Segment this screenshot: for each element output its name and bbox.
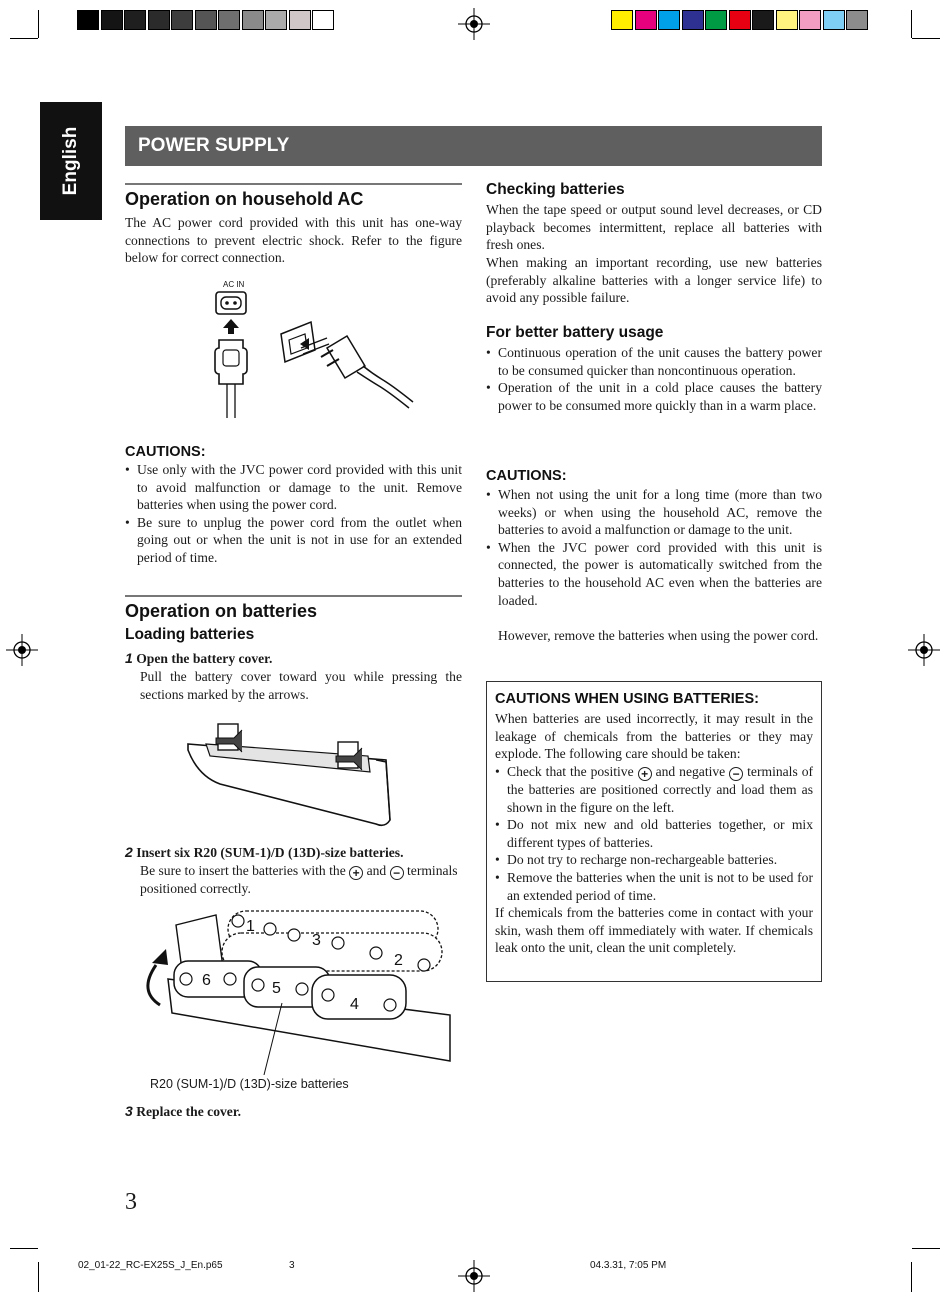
- box-outro: If chemicals from the batteries come in contact with your skin, wash them off immediately with water. If chemicals leak onto the unit, clean the unit completely.: [495, 905, 813, 956]
- battery-number: 4: [350, 996, 359, 1013]
- list-item-text: Check that the positive: [507, 764, 634, 779]
- battery-cover-figure: [180, 710, 410, 832]
- calibration-swatch: [682, 10, 704, 30]
- footer-file: 02_01-22_RC-EX25S_J_En.p65: [78, 1260, 223, 1271]
- step-title: Insert six R20 (SUM-1)/D (13D)-size batteries.: [136, 845, 404, 860]
- calibration-swatch: [101, 10, 123, 30]
- registration-mark-left: [6, 634, 38, 666]
- step-1: [125, 650, 462, 668]
- step-2-body-text: and: [366, 863, 387, 878]
- list-item: • Use only with the JVC power cord provided with this unit to avoid malfunction or damage to the unit. Remove batteries when using the power cord.: [125, 461, 462, 514]
- calibration-swatch: [242, 10, 264, 30]
- loading-heading: Loading batteries: [125, 626, 255, 643]
- list-item: • When not using the unit for a long time (more than two weeks) or when using the household AC, remove the batteries to avoid a malfunction or damage to the unit.: [486, 486, 822, 539]
- list-item: [495, 763, 813, 816]
- list-item: • Be sure to unplug the power cord from the outlet when going out or when the unit is not in use for an extended period of time.: [125, 514, 462, 567]
- calibration-swatch: [635, 10, 657, 30]
- list-item: • Do not try to recharge non-rechargeable batteries.: [495, 851, 813, 869]
- step-2-body: [140, 862, 462, 898]
- calibration-swatch: [776, 10, 798, 30]
- battery-number: 1: [246, 918, 255, 935]
- step-1-body: Pull the battery cover toward you while pressing the sections marked by the arrows.: [140, 669, 462, 702]
- language-tab-label: English: [60, 126, 81, 196]
- ac-body: The AC power cord provided with this unit has one-way connections to prevent electric shock. Refer to the figure below for correct connection.: [125, 215, 462, 266]
- list-item-text: terminals of the batteries are positioned correctly and load them as shown in the figure on the left.: [507, 764, 814, 815]
- battery-number: 5: [272, 980, 281, 997]
- step-number: 2: [125, 844, 133, 860]
- calibration-swatch: [799, 10, 821, 30]
- step-title: Open the battery cover.: [136, 651, 273, 666]
- calibration-swatch: [658, 10, 680, 30]
- battery-number: 6: [202, 972, 211, 989]
- plus-terminal-icon: +: [349, 866, 363, 880]
- right-cautions-list: [486, 486, 822, 609]
- section-title: POWER SUPPLY: [138, 135, 290, 156]
- ac-connection-figure: [205, 278, 425, 428]
- calibration-swatch: [218, 10, 240, 30]
- calibration-swatch: [124, 10, 146, 30]
- calibration-swatch: [148, 10, 170, 30]
- step-number: 1: [125, 650, 133, 666]
- left-cautions-list: [125, 461, 462, 567]
- step-number: 3: [125, 1103, 133, 1119]
- batteries-heading: Operation on batteries: [125, 601, 318, 621]
- calibration-swatch: [171, 10, 193, 30]
- calibration-swatch: [312, 10, 334, 30]
- calibration-swatch: [823, 10, 845, 30]
- list-item: • Remove the batteries when the unit is not to be used for an extended period of time.: [495, 869, 813, 904]
- step-2-body-text: Be sure to insert the batteries with the: [140, 863, 346, 878]
- ac-heading: Operation on household AC: [125, 189, 364, 209]
- calibration-swatch: [752, 10, 774, 30]
- step-2: [125, 844, 462, 862]
- left-cautions-heading: CAUTIONS:: [125, 444, 206, 460]
- list-item: • Continuous operation of the unit causes the battery power to be consumed quicker than noncontinuous operation.: [486, 344, 822, 379]
- footer-page: 3: [289, 1260, 295, 1271]
- cautions-extra: However, remove the batteries when using the power cord.: [498, 628, 819, 643]
- language-tab: [40, 102, 102, 220]
- calibration-swatch: [729, 10, 751, 30]
- calibration-swatch: [705, 10, 727, 30]
- section-rule: [125, 595, 462, 597]
- ac-in-label: AC IN: [223, 280, 245, 289]
- battery-number: 2: [394, 952, 403, 969]
- box-heading: CAUTIONS WHEN USING BATTERIES:: [495, 691, 759, 707]
- section-banner: [125, 126, 822, 166]
- checking-heading: Checking batteries: [486, 181, 625, 198]
- calibration-swatch: [265, 10, 287, 30]
- calibration-swatch: [289, 10, 311, 30]
- plus-terminal-icon: +: [638, 767, 652, 781]
- battery-number: 3: [312, 932, 321, 949]
- right-cautions-heading: CAUTIONS:: [486, 468, 567, 484]
- box-list: [495, 763, 813, 904]
- page-number: 3: [125, 1189, 137, 1215]
- registration-mark-top: [458, 8, 490, 40]
- minus-terminal-icon: −: [729, 767, 743, 781]
- calibration-swatch: [77, 10, 99, 30]
- battery-loading-figure: [132, 905, 457, 1075]
- box-intro: When batteries are used incorrectly, it may result in the leakage of chemicals from the batteries or they may explode. The following care should be taken:: [495, 711, 813, 762]
- usage-list: [486, 344, 822, 414]
- calibration-swatch: [846, 10, 868, 30]
- calibration-swatch: [611, 10, 633, 30]
- list-item: • Do not mix new and old batteries together, or mix different types of batteries.: [495, 816, 813, 851]
- checking-paragraph: When the tape speed or output sound level decreases, or CD playback becomes intermittent, replace all batteries with fresh ones.: [486, 202, 822, 253]
- list-item: • When the JVC power cord provided with this unit is connected, the power is automatically switched from the batteries to the household AC even when the batteries are loaded.: [486, 539, 822, 609]
- checking-paragraph: When making an important recording, use new batteries (preferably alkaline batteries with a longer service life) to avoid any possible failure.: [486, 255, 822, 306]
- minus-terminal-icon: −: [390, 866, 404, 880]
- usage-heading: For better battery usage: [486, 324, 664, 341]
- step-title: Replace the cover.: [136, 1104, 242, 1119]
- list-item-text: and negative: [655, 764, 726, 779]
- registration-mark-bottom: [458, 1260, 490, 1292]
- registration-mark-right: [908, 634, 940, 666]
- list-item: • Operation of the unit in a cold place causes the battery power to be consumed more quickly than in a warm place.: [486, 379, 822, 414]
- step-3: [125, 1103, 462, 1121]
- calibration-swatch: [195, 10, 217, 30]
- battery-caption: R20 (SUM-1)/D (13D)-size batteries: [150, 1077, 349, 1091]
- step-2-body-text: terminals positioned correctly.: [140, 863, 458, 896]
- section-rule: [125, 183, 462, 185]
- footer-timestamp: 04.3.31, 7:05 PM: [590, 1260, 667, 1271]
